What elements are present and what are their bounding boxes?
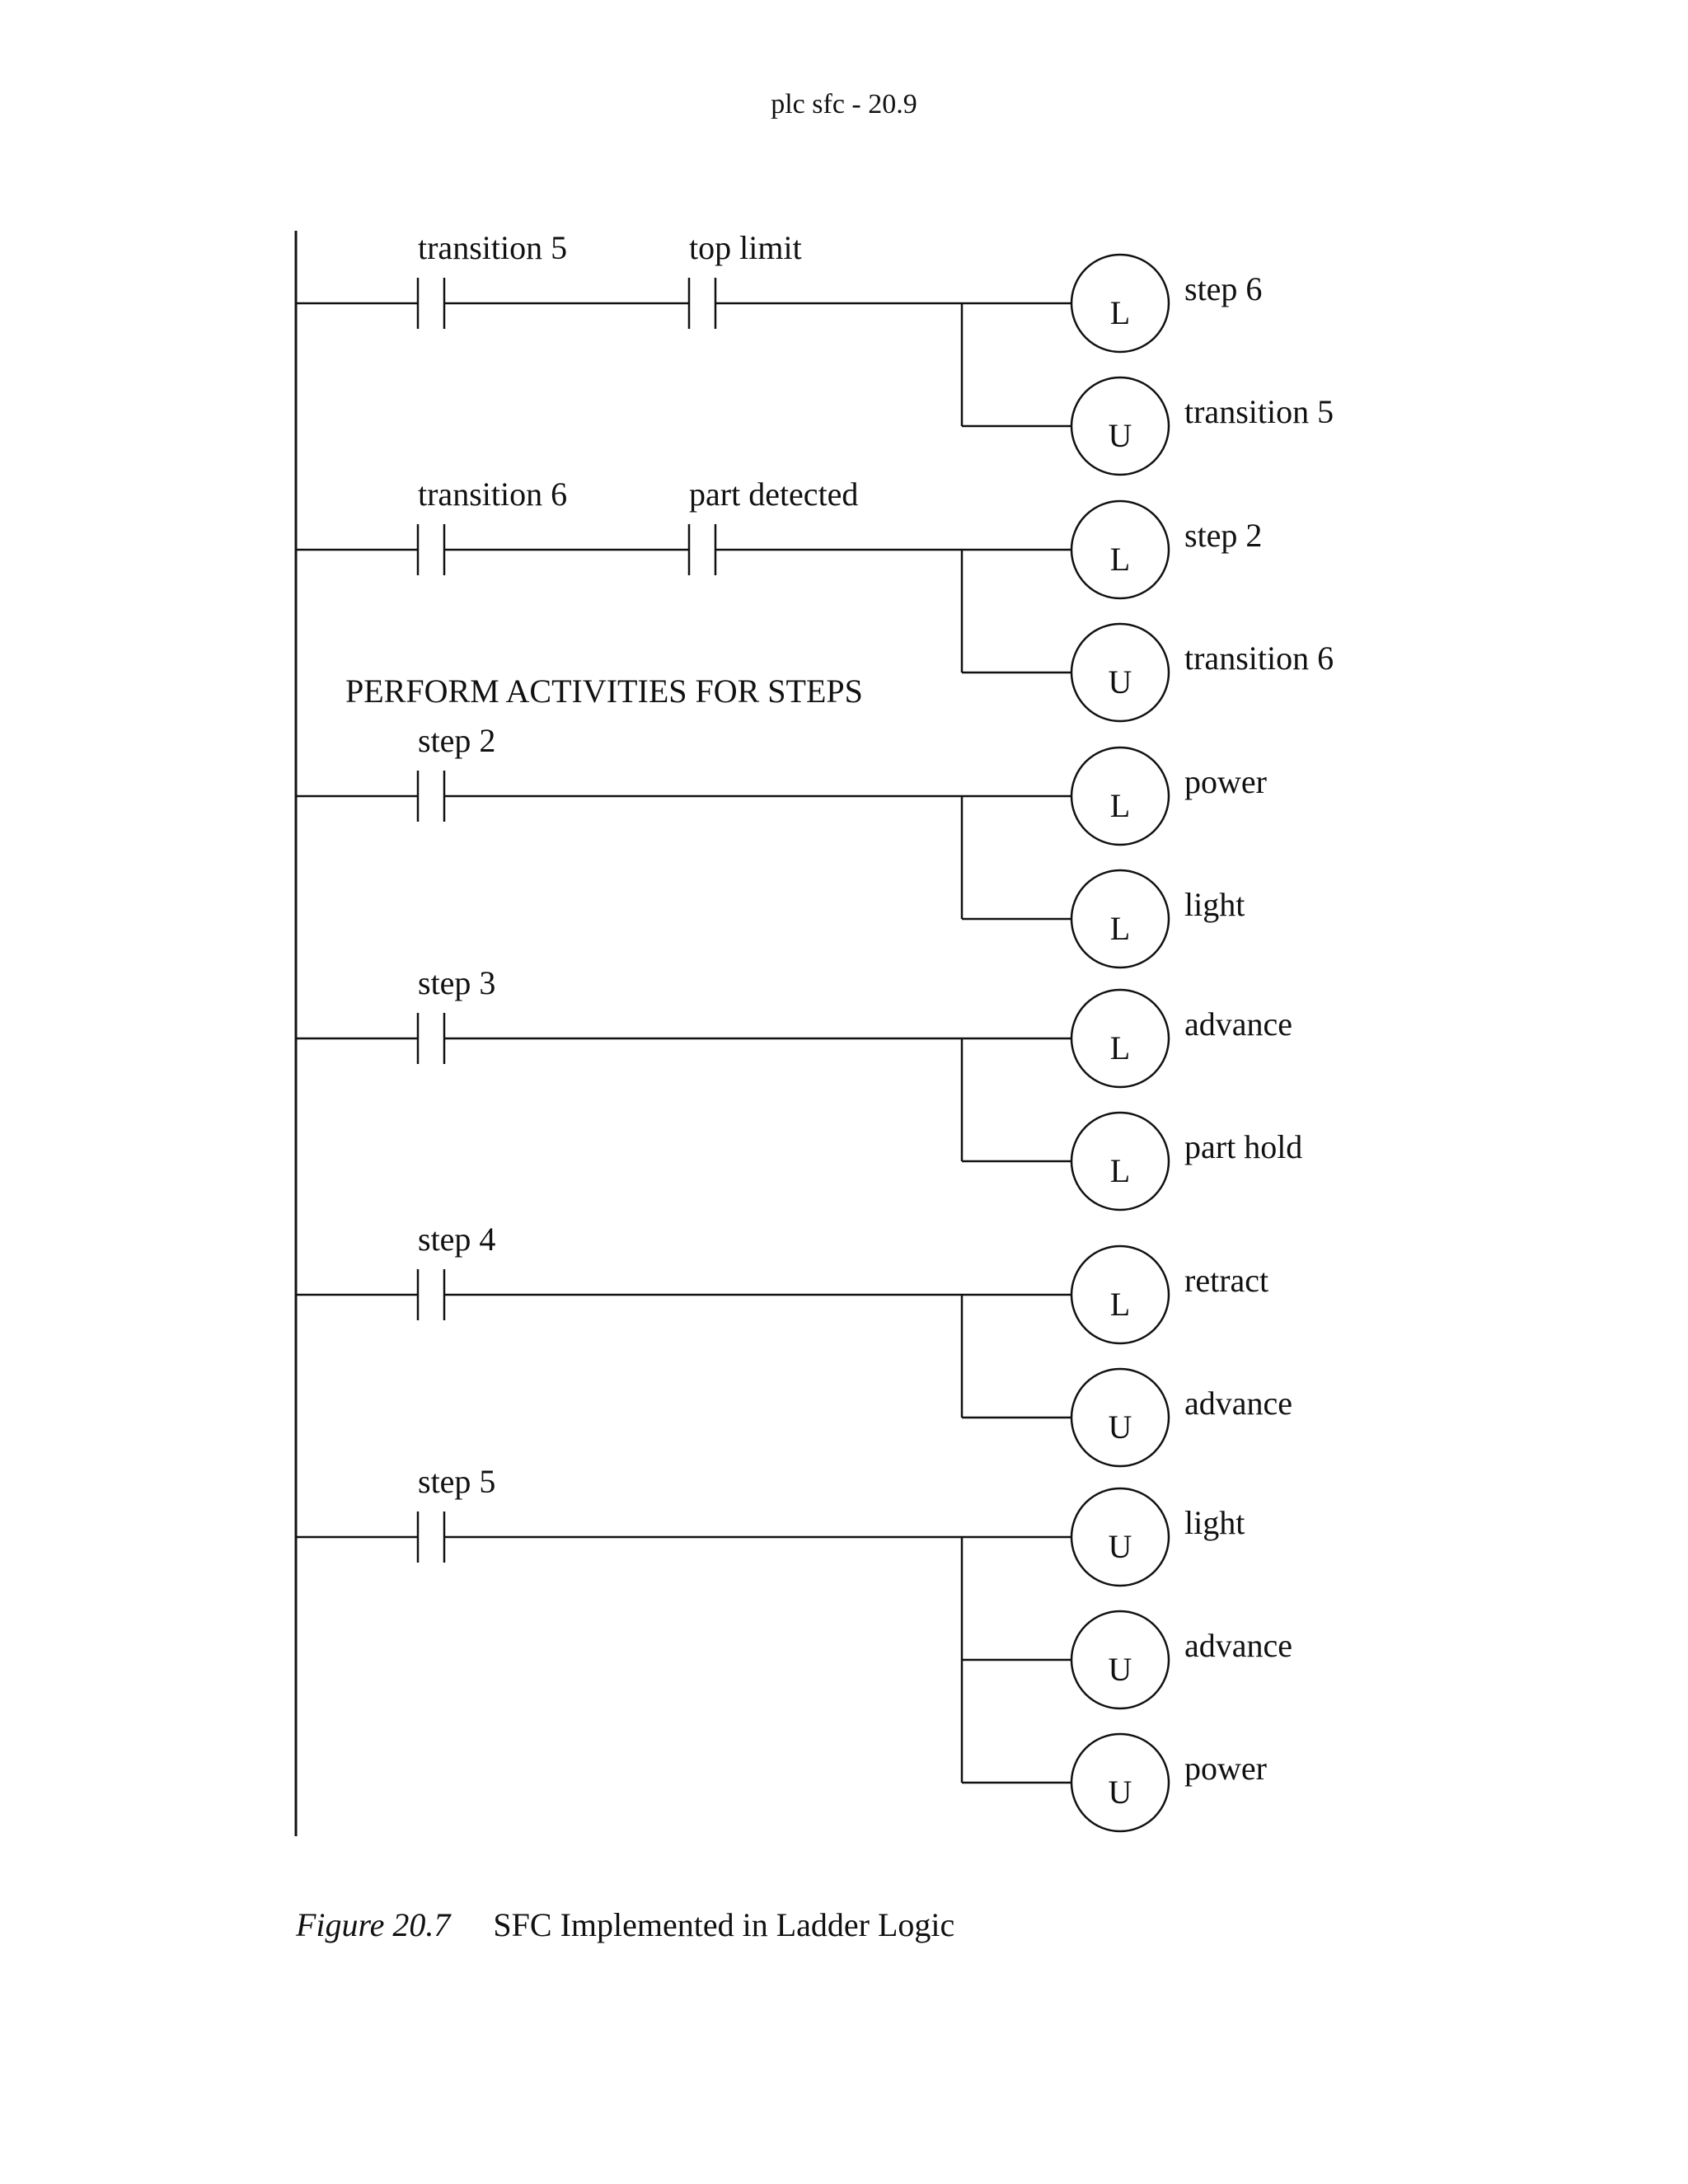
coil-label: advance	[1184, 1385, 1293, 1422]
contact-label: transition 6	[418, 476, 568, 513]
coil-label: power	[1184, 763, 1267, 800]
coil-type: U	[1108, 1651, 1132, 1688]
contact-label: step 5	[418, 1463, 496, 1500]
contact-label: part detected	[689, 476, 859, 513]
coil-type: U	[1108, 1408, 1132, 1446]
section-label: PERFORM ACTIVITIES FOR STEPS	[345, 673, 863, 710]
coil-type: L	[1109, 1029, 1131, 1066]
contact-label: transition 5	[418, 229, 568, 266]
coil-type: U	[1108, 1774, 1132, 1811]
figure-title: SFC Implemented in Ladder Logic	[493, 1906, 955, 1943]
coil-label: power	[1184, 1750, 1267, 1787]
coil-type: L	[1109, 1286, 1131, 1323]
coil-type: U	[1108, 663, 1132, 701]
rung	[296, 722, 1267, 968]
coil-label: retract	[1184, 1262, 1269, 1299]
coil-label: transition 6	[1184, 640, 1334, 677]
coil-type: U	[1108, 1528, 1132, 1565]
coil-label: light	[1184, 886, 1245, 923]
coil-type: L	[1109, 1152, 1131, 1189]
coil-label: advance	[1184, 1005, 1293, 1043]
rung	[296, 1463, 1292, 1831]
page-header: plc sfc - 20.9	[771, 89, 917, 120]
contact-label: step 4	[418, 1221, 496, 1258]
contact-label: step 2	[418, 722, 496, 759]
rung	[296, 964, 1302, 1210]
contact-label: top limit	[689, 229, 802, 266]
coil-type: L	[1109, 910, 1131, 947]
rungs	[296, 229, 1334, 1831]
coil-label: part hold	[1184, 1128, 1303, 1165]
rung	[296, 1221, 1292, 1466]
contact-label: step 3	[418, 964, 496, 1001]
figure-number: Figure 20.7	[296, 1906, 451, 1943]
coil-type: L	[1109, 294, 1131, 331]
coil-label: transition 5	[1184, 393, 1334, 430]
coil-label: advance	[1184, 1627, 1293, 1664]
figure-caption	[296, 1905, 954, 1944]
rung	[296, 229, 1334, 475]
coil-label: step 6	[1184, 270, 1263, 307]
coil-label: step 2	[1184, 517, 1263, 554]
coil-type: L	[1109, 787, 1131, 824]
coil-label: light	[1184, 1504, 1245, 1541]
coil-type: U	[1108, 417, 1132, 454]
coil-type: L	[1109, 541, 1131, 578]
